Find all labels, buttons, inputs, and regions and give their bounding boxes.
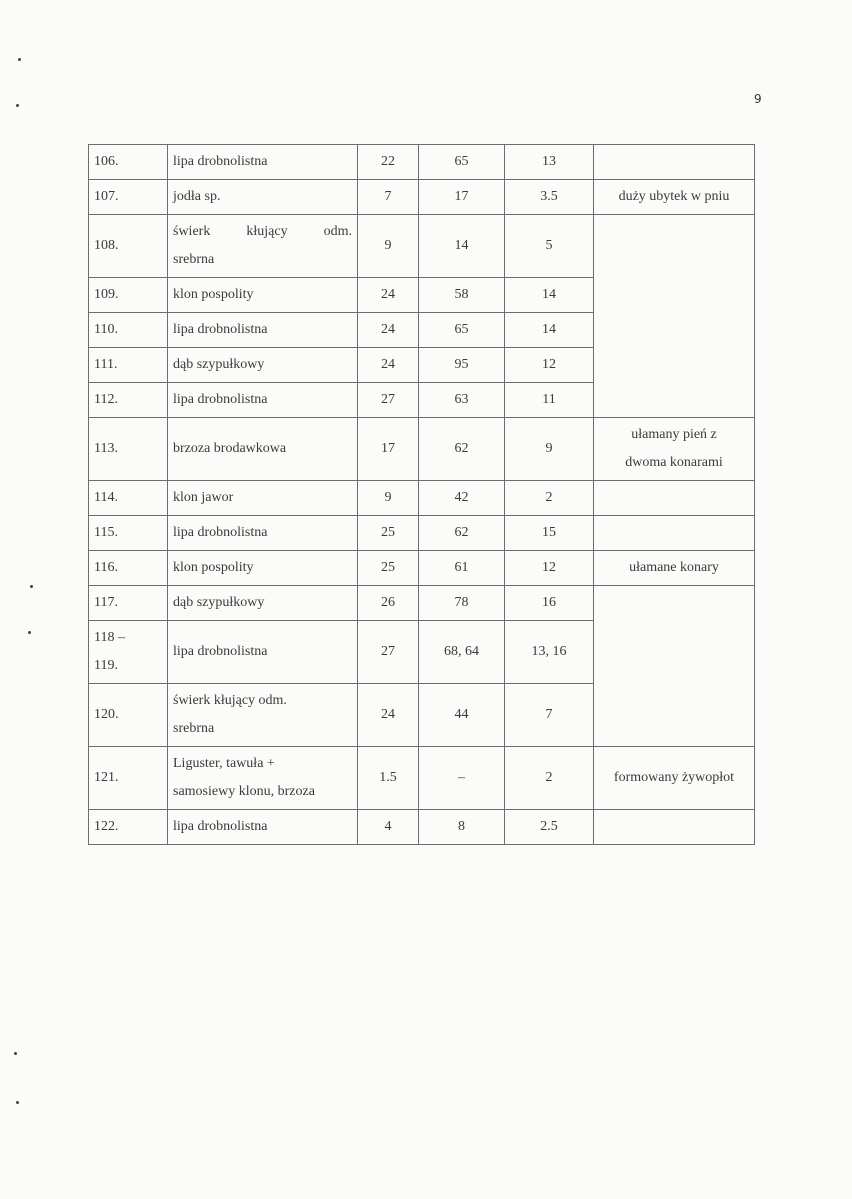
row-number: 120. (89, 684, 168, 747)
value-cell: 25 (358, 516, 419, 551)
table-row (89, 215, 755, 278)
value-cell: 27 (358, 621, 419, 684)
value-cell: 26 (358, 586, 419, 621)
value-cell: 16 (505, 586, 594, 621)
value-cell: 24 (358, 348, 419, 383)
value-cell: 68, 64 (419, 621, 505, 684)
value-cell: 14 (505, 278, 594, 313)
note-cell: ułamane konary (594, 551, 755, 586)
value-cell: 2 (505, 747, 594, 810)
value-cell: 8 (419, 810, 505, 845)
species-name: lipa drobnolistna (168, 810, 358, 845)
value-cell: 95 (419, 348, 505, 383)
table-row (89, 180, 755, 215)
species-name: klon jawor (168, 481, 358, 516)
value-cell: 24 (358, 684, 419, 747)
value-cell: 14 (505, 313, 594, 348)
row-number: 115. (89, 516, 168, 551)
value-cell: 65 (419, 313, 505, 348)
row-number: 107. (89, 180, 168, 215)
value-cell: 4 (358, 810, 419, 845)
value-cell: 63 (419, 383, 505, 418)
value-cell: 2 (505, 481, 594, 516)
species-name: lipa drobnolistna (168, 145, 358, 180)
species-name: brzoza brodawkowa (168, 418, 358, 481)
value-cell: 13 (505, 145, 594, 180)
value-cell: 17 (358, 418, 419, 481)
species-name: lipa drobnolistna (168, 313, 358, 348)
note-cell (594, 586, 755, 747)
row-number: 113. (89, 418, 168, 481)
value-cell: 42 (419, 481, 505, 516)
row-number: 106. (89, 145, 168, 180)
species-name: klon pospolity (168, 551, 358, 586)
row-number: 108. (89, 215, 168, 278)
note-cell: duży ubytek w pniu (594, 180, 755, 215)
row-number: 111. (89, 348, 168, 383)
species-name: lipa drobnolistna (168, 383, 358, 418)
value-cell: 9 (358, 215, 419, 278)
value-cell: 24 (358, 313, 419, 348)
row-number: 114. (89, 481, 168, 516)
note-cell (594, 516, 755, 551)
scan-speck (30, 585, 33, 588)
row-number: 122. (89, 810, 168, 845)
note-cell (594, 481, 755, 516)
note-cell (594, 215, 755, 418)
value-cell: 2.5 (505, 810, 594, 845)
species-name (168, 215, 358, 278)
value-cell: 13, 16 (505, 621, 594, 684)
value-cell: 12 (505, 348, 594, 383)
table-row (89, 747, 755, 810)
value-cell: 62 (419, 418, 505, 481)
row-number-line: 119. (94, 658, 118, 673)
page-number: 9 (754, 92, 762, 106)
note-cell (594, 810, 755, 845)
row-number: 109. (89, 278, 168, 313)
species-name: klon pospolity (168, 278, 358, 313)
value-cell: 15 (505, 516, 594, 551)
value-cell: 5 (505, 215, 594, 278)
table-row (89, 516, 755, 551)
value-cell: 7 (358, 180, 419, 215)
table-row (89, 586, 755, 621)
value-cell: 61 (419, 551, 505, 586)
species-name (168, 684, 358, 747)
value-cell: 44 (419, 684, 505, 747)
value-cell: 78 (419, 586, 505, 621)
note-line: dwoma konarami (625, 455, 723, 470)
value-cell: 9 (505, 418, 594, 481)
value-cell: 9 (358, 481, 419, 516)
value-cell: 22 (358, 145, 419, 180)
scan-speck (14, 1052, 17, 1055)
value-cell: 1.5 (358, 747, 419, 810)
table-row (89, 418, 755, 481)
scan-speck (16, 104, 19, 107)
row-number-line: 118 – (94, 630, 125, 645)
row-number: 121. (89, 747, 168, 810)
note-cell (594, 145, 755, 180)
value-cell: 62 (419, 516, 505, 551)
row-number: 117. (89, 586, 168, 621)
note-cell: formowany żywopłot (594, 747, 755, 810)
species-line: świerk kłujący odm. (173, 693, 287, 708)
species-name: lipa drobnolistna (168, 516, 358, 551)
scan-speck (18, 58, 21, 61)
row-number: 110. (89, 313, 168, 348)
row-number: 116. (89, 551, 168, 586)
species-name: jodła sp. (168, 180, 358, 215)
species-name: dąb szypułkowy (168, 586, 358, 621)
note-line: ułamany pień z (631, 427, 717, 442)
species-line: srebrna (173, 252, 215, 267)
species-line: samosiewy klonu, brzoza (173, 784, 315, 799)
value-cell: 7 (505, 684, 594, 747)
species-line: świerk kłujący odm. (173, 224, 352, 239)
value-cell: 3.5 (505, 180, 594, 215)
table-row (89, 551, 755, 586)
scan-speck (16, 1101, 19, 1104)
species-line: srebrna (173, 721, 215, 736)
species-name: lipa drobnolistna (168, 621, 358, 684)
value-cell: 17 (419, 180, 505, 215)
value-cell: – (419, 747, 505, 810)
scan-speck (28, 631, 31, 634)
row-number: 112. (89, 383, 168, 418)
value-cell: 27 (358, 383, 419, 418)
species-name: dąb szypułkowy (168, 348, 358, 383)
table-row (89, 145, 755, 180)
value-cell: 11 (505, 383, 594, 418)
value-cell: 12 (505, 551, 594, 586)
value-cell: 25 (358, 551, 419, 586)
table-row (89, 481, 755, 516)
value-cell: 65 (419, 145, 505, 180)
tree-inventory-table (88, 144, 755, 845)
note-cell (594, 418, 755, 481)
species-name (168, 747, 358, 810)
species-line: Liguster, tawuła + (173, 756, 275, 771)
row-number (89, 621, 168, 684)
value-cell: 58 (419, 278, 505, 313)
value-cell: 14 (419, 215, 505, 278)
table-row (89, 810, 755, 845)
value-cell: 24 (358, 278, 419, 313)
